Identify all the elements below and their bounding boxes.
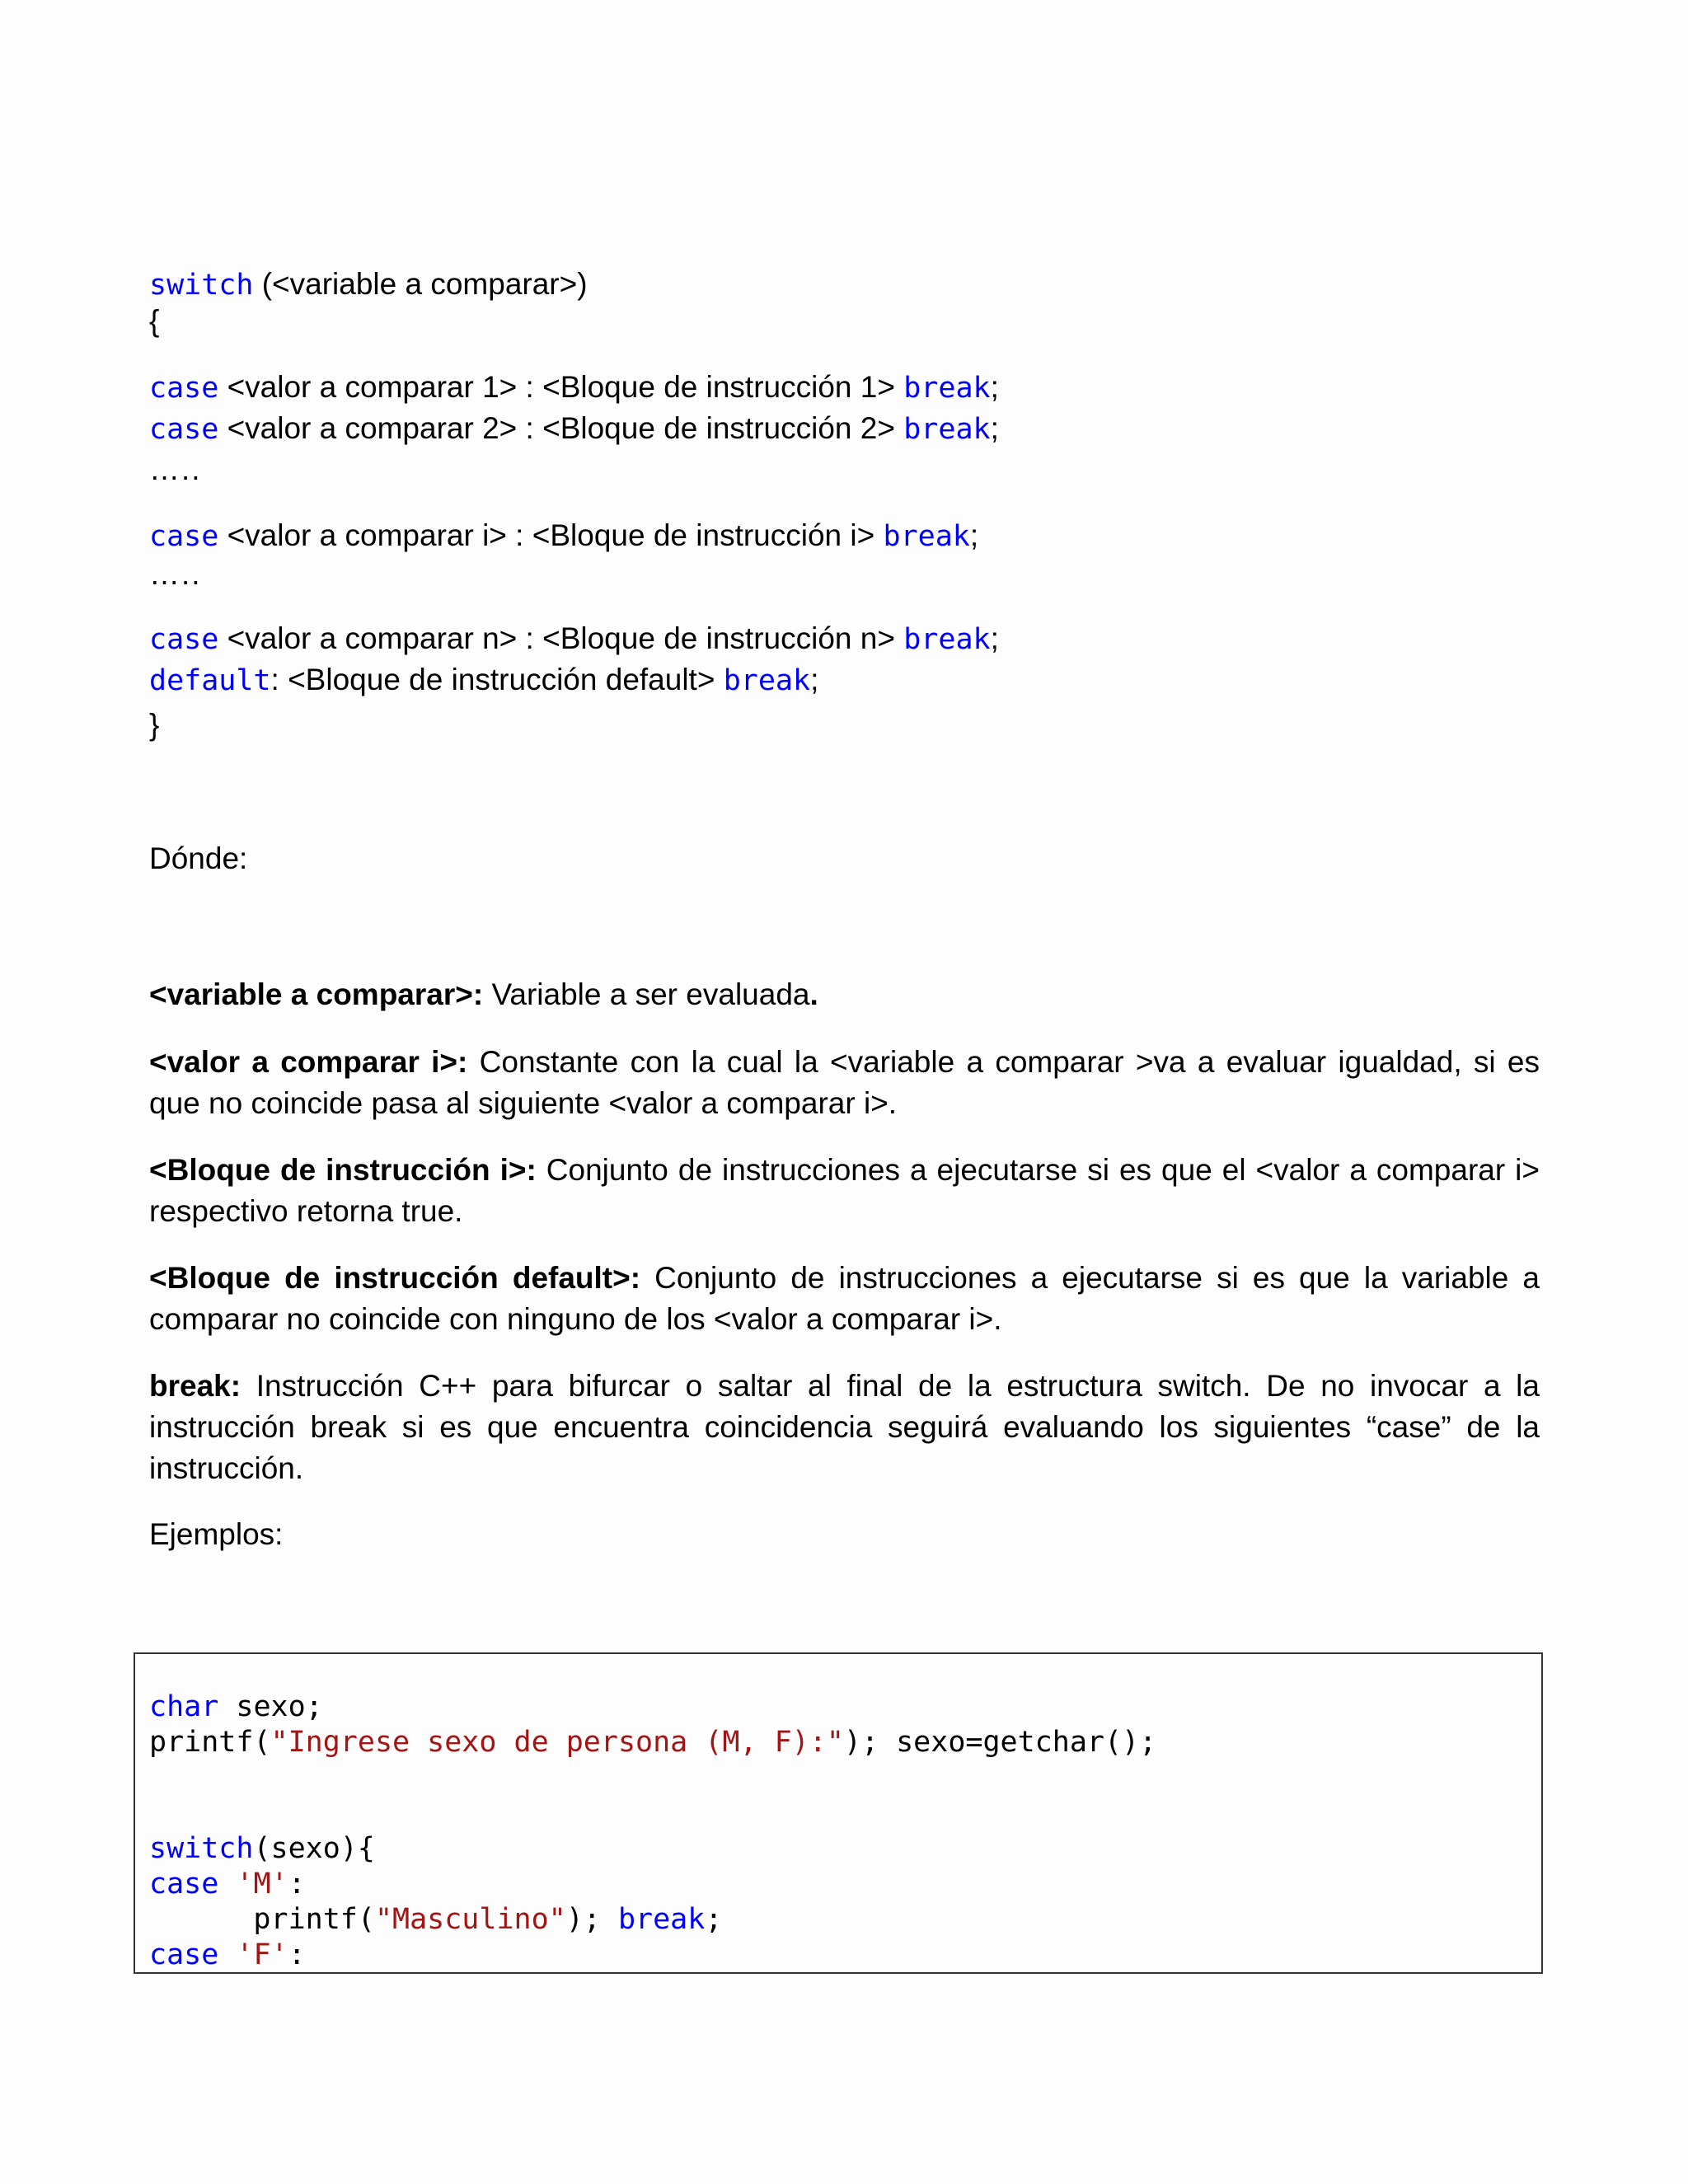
break-keyword: break [883,520,970,553]
break-keyword: break [903,623,991,656]
definition-break [149,1366,1540,1489]
case-keyword: case [149,372,219,405]
definition-variable [149,974,1540,1015]
switch-keyword: switch [149,1832,254,1865]
syntax-switch-line [149,264,588,306]
code-text: ); sexo=getchar(); [843,1726,1157,1759]
syntax-ellipsis-1: ….. [149,452,202,486]
code-text: ); [565,1903,618,1936]
case-keyword: case [149,1938,219,1971]
definition-valor [149,1042,1540,1124]
case-keyword: case [149,1868,219,1900]
switch-variable: (<variable a comparar>) [253,267,588,301]
syntax-case-i [149,515,978,557]
syntax-open-brace: { [149,304,160,338]
definition-term: <variable a comparar>: [149,977,484,1011]
definition-text: Conjunto de instrucciones a ejecutarse si es que la variable a comparar no coincide con ninguno de los <valor a comparar i>. [149,1261,1540,1336]
definition-text: Conjunto de instrucciones a ejecutarse si es que el <valor a comparar i> respectivo retorna true. [149,1153,1540,1228]
case-keyword: case [149,413,219,446]
definition-term: break: [149,1369,241,1403]
break-keyword: break [903,413,991,446]
code-line-printf-masculino [149,1902,722,1938]
code-text: : [288,1868,306,1900]
case-text: <valor a comparar n> : <Bloque de instrucción n> [218,621,904,655]
default-keyword: default [149,664,271,697]
code-text: printf( [149,1903,375,1936]
semicolon: ; [969,518,979,552]
syntax-ellipsis-2: ….. [149,557,202,591]
semicolon: ; [990,621,999,655]
case-keyword: case [149,623,219,656]
code-line-case-f [149,1938,306,1973]
definition-tail: . [809,977,818,1011]
char-keyword: char [149,1690,219,1723]
example-code-box [134,1652,1543,1974]
definition-bloque [149,1150,1540,1232]
case-text: <valor a comparar 2> : <Bloque de instrucción 2> [218,411,904,445]
definition-term: <Bloque de instrucción i>: [149,1153,537,1187]
code-line-printf [149,1725,1156,1760]
code-text: sexo; [218,1690,323,1723]
code-text: ; [705,1903,723,1936]
code-text: printf( [149,1726,271,1759]
code-line-char [149,1690,323,1725]
break-keyword: break [617,1903,706,1936]
code-line-case-m [149,1867,306,1902]
syntax-case-1 [149,367,999,409]
code-text: : [288,1938,306,1971]
definition-text: Instrucción C++ para bifurcar o saltar al final de la estructura switch. De no invocar a la instrucción break si es que encuentra coincidencia seguirá evaluando los siguientes “case” de la instrucción. [149,1369,1540,1485]
semicolon: ; [810,663,819,696]
code-line-switch [149,1831,375,1867]
prompt-string: "Ingrese sexo de persona (M, F):" [270,1726,844,1759]
break-keyword: break [903,372,991,405]
syntax-case-n [149,618,999,660]
case-keyword: case [149,520,219,553]
code-text: (sexo){ [253,1832,375,1865]
syntax-case-2 [149,408,999,450]
switch-keyword: switch [149,269,254,302]
definition-term: <Bloque de instrucción default>: [149,1261,641,1295]
definition-bloque-default [149,1258,1540,1340]
semicolon: ; [990,411,999,445]
break-keyword: break [723,664,811,697]
default-text: : <Bloque de instrucción default> [270,663,724,696]
case-text: <valor a comparar 1> : <Bloque de instrucción 1> [218,370,904,404]
ejemplos-label: Ejemplos: [149,1517,284,1551]
case-text: <valor a comparar i> : <Bloque de instrucción i> [218,518,884,552]
char-literal-m: 'M' [236,1868,288,1900]
donde-label: Dónde: [149,841,248,875]
char-literal-f: 'F' [236,1938,288,1971]
definition-text: Constante con la cual la <variable a comparar >va a evaluar igualdad, si es que no coincide pasa al siguiente <valor a comparar i>. [149,1045,1540,1120]
masculino-string: "Masculino" [374,1903,566,1936]
syntax-close-brace: } [149,708,160,742]
semicolon: ; [990,370,999,404]
definition-term: <valor a comparar i>: [149,1045,468,1079]
definition-text: Variable a ser evaluada [483,977,810,1011]
syntax-default [149,659,818,701]
